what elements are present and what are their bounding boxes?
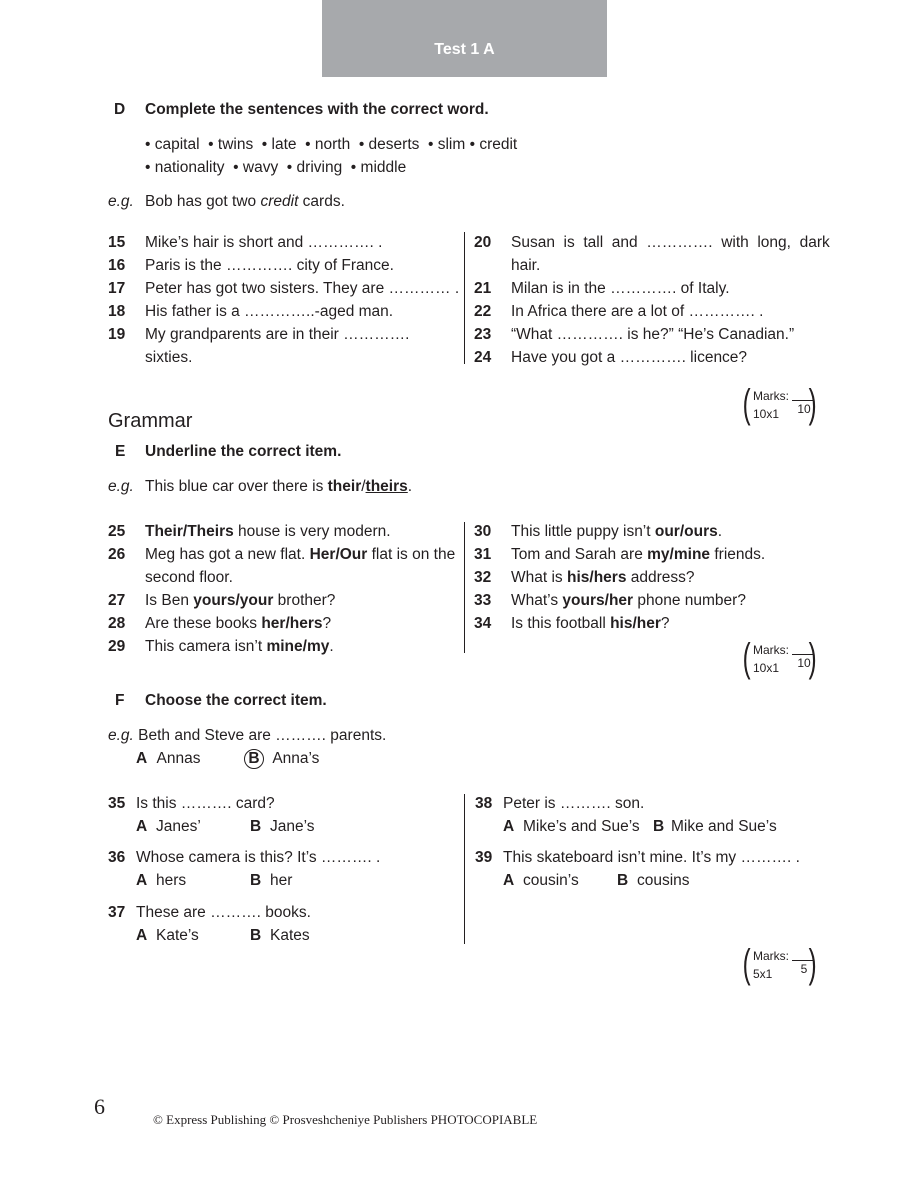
- item-number: 30: [474, 523, 492, 540]
- section-d-letter: D: [114, 101, 126, 118]
- item-text-continued: second floor.: [145, 569, 233, 586]
- example-option: their: [327, 478, 362, 495]
- option-2[interactable]: ours: [684, 523, 718, 540]
- circled-answer-icon: B: [244, 749, 264, 769]
- item-text: [145, 635, 334, 658]
- item-number: 31: [474, 546, 492, 563]
- option-a-letter: A: [136, 872, 148, 889]
- marks-label: Marks:: [753, 389, 789, 403]
- example-option-underlined: theirs: [365, 478, 408, 495]
- item-number: 27: [108, 592, 126, 609]
- example-word: credit: [260, 193, 299, 210]
- option-1[interactable]: mine: [266, 638, 303, 655]
- word-box-line-2: • nationality • wavy • driving • middle: [145, 159, 407, 176]
- test-title-box: [322, 0, 607, 77]
- item-text: [145, 589, 335, 612]
- option-1[interactable]: Their: [145, 523, 183, 540]
- item-number: 32: [474, 569, 492, 586]
- option-slash: /: [679, 523, 685, 540]
- option-a-text[interactable]: hers: [156, 872, 187, 889]
- example-option-b: [244, 747, 319, 770]
- section-e-instruction: Underline the correct item.: [145, 443, 342, 460]
- item-text: [511, 589, 746, 612]
- item-question: Is this ………. card?: [136, 795, 275, 812]
- option-a-text[interactable]: Kate’s: [156, 927, 199, 944]
- example-text: Bob has got two: [145, 193, 261, 210]
- section-f-instruction: Choose the correct item.: [145, 692, 327, 709]
- item-number: 20: [474, 234, 492, 251]
- option-1[interactable]: yours: [562, 592, 605, 609]
- option-2[interactable]: her: [608, 592, 634, 609]
- item-pre: Are these books: [145, 615, 262, 632]
- marks-box: [742, 636, 820, 682]
- open-paren-icon: (: [742, 942, 751, 986]
- item-text: His father is a …………..-aged man.: [145, 303, 394, 320]
- marks-box: [742, 382, 820, 428]
- example-label: e.g.: [108, 727, 134, 744]
- option-1[interactable]: yours: [193, 592, 236, 609]
- item-pre: This little puppy isn’t: [511, 523, 655, 540]
- option-b-letter: B: [617, 872, 629, 889]
- section-e-example: [145, 475, 412, 498]
- item-post: ?: [660, 615, 670, 632]
- item-post: house is very modern.: [233, 523, 391, 540]
- option-2[interactable]: hers: [593, 569, 627, 586]
- option-b-letter: B: [250, 818, 262, 835]
- item-number: 38: [475, 795, 493, 812]
- item-text-continued: hair.: [511, 257, 541, 274]
- example-text: This blue car over there is: [145, 478, 328, 495]
- close-paren-icon: ): [808, 636, 817, 680]
- option-b-text[interactable]: her: [270, 872, 293, 889]
- option-a-letter: A: [136, 818, 148, 835]
- option-b-text[interactable]: Mike and Sue’s: [671, 818, 777, 835]
- item-text: [511, 612, 670, 635]
- item-post: brother?: [273, 592, 336, 609]
- section-f-example: [108, 724, 386, 747]
- item-number: 15: [108, 234, 126, 251]
- item-text: [511, 566, 695, 589]
- item-post: .: [717, 523, 723, 540]
- example-text-end: cards.: [298, 193, 345, 210]
- item-question: Whose camera is this? It’s ………. .: [136, 849, 381, 866]
- page-number: 6: [94, 1094, 105, 1119]
- option-2[interactable]: Theirs: [187, 523, 234, 540]
- item-pre: This camera isn’t: [145, 638, 267, 655]
- word-box-line-1: • capital • twins • late • north • deserts • slim • credit: [145, 136, 518, 153]
- marks-total: 10: [797, 656, 811, 670]
- item-text: Susan is tall and …………. with long, dark: [511, 234, 830, 251]
- item-number: 28: [108, 615, 126, 632]
- option-a-text[interactable]: cousin’s: [523, 872, 579, 889]
- section-e-example-label: e.g.: [108, 478, 134, 495]
- section-f-letter: F: [115, 692, 125, 709]
- marks-box: [742, 942, 820, 988]
- item-question: Peter is ………. son.: [503, 795, 645, 812]
- option-b-letter: B: [250, 927, 262, 944]
- marks-multiplier: 5x1: [753, 967, 773, 981]
- option-slash: /: [604, 592, 609, 609]
- item-number: 34: [474, 615, 492, 632]
- option-slash: /: [285, 615, 290, 632]
- item-text: “What …………. is he?” “He’s Canadian.”: [511, 326, 795, 343]
- option-1[interactable]: Her: [309, 546, 336, 563]
- option-2[interactable]: mine: [673, 546, 711, 563]
- section-e-letter: E: [115, 443, 126, 460]
- option-a-letter: A: [136, 750, 148, 767]
- option-b-text[interactable]: Jane’s: [270, 818, 315, 835]
- example-text: Beth and Steve are ………. parents.: [138, 727, 387, 744]
- option-1[interactable]: his: [610, 615, 633, 632]
- item-text: [145, 520, 391, 543]
- item-number: 37: [108, 904, 126, 921]
- item-number: 22: [474, 303, 492, 320]
- item-pre: Is Ben: [145, 592, 194, 609]
- option-a-letter: A: [136, 927, 148, 944]
- item-post: flat is on the: [367, 546, 456, 563]
- option-slash: /: [335, 546, 340, 563]
- item-number: 18: [108, 303, 126, 320]
- item-number: 26: [108, 546, 126, 563]
- open-paren-icon: (: [742, 382, 751, 426]
- item-post: address?: [626, 569, 695, 586]
- grammar-heading: Grammar: [108, 410, 193, 432]
- option-b-text[interactable]: cousins: [637, 872, 690, 889]
- example-text-end: .: [407, 478, 413, 495]
- item-text: Milan is in the …………. of Italy.: [511, 280, 730, 297]
- item-post: ?: [322, 615, 332, 632]
- section-d-instruction: Complete the sentences with the correct word.: [145, 101, 489, 118]
- item-text: [145, 543, 455, 566]
- marks-label: Marks:: [753, 949, 789, 963]
- option-a-letter: A: [503, 872, 515, 889]
- item-text: Peter has got two sisters. They are ………… .: [145, 280, 460, 297]
- option-slash: /: [589, 569, 594, 586]
- option-b-text: Anna’s: [272, 750, 320, 767]
- option-slash: /: [235, 592, 240, 609]
- marks-label: Marks:: [753, 643, 789, 657]
- option-slash: /: [632, 615, 637, 632]
- item-number: 19: [108, 326, 126, 343]
- item-number: 39: [475, 849, 493, 866]
- close-paren-icon: ): [808, 942, 817, 986]
- open-paren-icon: (: [742, 636, 751, 680]
- marks-multiplier: 10x1: [753, 407, 780, 421]
- option-2[interactable]: my: [306, 638, 330, 655]
- option-slash: /: [182, 523, 188, 540]
- item-pre: What is: [511, 569, 567, 586]
- option-1[interactable]: his: [566, 569, 590, 586]
- option-a-text[interactable]: Mike’s and Sue’s: [523, 818, 640, 835]
- item-text-continued: sixties.: [145, 349, 193, 366]
- item-number: 21: [474, 280, 492, 297]
- column-divider: [464, 522, 465, 653]
- item-text: In Africa there are a lot of …………. .: [511, 303, 764, 320]
- option-2[interactable]: your: [239, 592, 274, 609]
- option-slash: /: [361, 478, 366, 495]
- item-number: 25: [108, 523, 126, 540]
- option-slash: /: [302, 638, 307, 655]
- option-2[interactable]: hers: [289, 615, 323, 632]
- item-number: 36: [108, 849, 126, 866]
- section-d-example: [145, 190, 345, 213]
- option-1[interactable]: our: [654, 523, 680, 540]
- option-a-text[interactable]: Janes’: [156, 818, 201, 835]
- item-number: 29: [108, 638, 126, 655]
- item-number: 17: [108, 280, 126, 297]
- test-title: Test 1 A: [434, 41, 495, 58]
- item-post: friends.: [710, 546, 766, 563]
- option-b-text[interactable]: Kates: [270, 927, 310, 944]
- close-paren-icon: ): [808, 382, 817, 426]
- item-pre: Tom and Sarah are: [511, 546, 648, 563]
- item-text: My grandparents are in their ………….: [145, 326, 410, 343]
- option-slash: /: [669, 546, 674, 563]
- copyright-footer: © Express Publishing © Prosveshcheniye Publishers PHOTOCOPIABLE: [153, 1112, 538, 1127]
- item-post: phone number?: [633, 592, 746, 609]
- column-divider: [464, 794, 465, 944]
- marks-total: 5: [800, 962, 808, 976]
- section-d-example-label: e.g.: [108, 193, 134, 210]
- option-2[interactable]: her: [636, 615, 661, 632]
- item-number: 23: [474, 326, 492, 343]
- item-question: These are ………. books.: [136, 904, 311, 921]
- option-b-letter: B: [653, 818, 665, 835]
- item-pre: Meg has got a new flat.: [145, 546, 310, 563]
- marks-multiplier: 10x1: [753, 661, 780, 675]
- item-number: 24: [474, 349, 492, 366]
- item-text: Have you got a …………. licence?: [511, 349, 748, 366]
- option-1[interactable]: her: [261, 615, 286, 632]
- option-2[interactable]: Our: [339, 546, 368, 563]
- item-number: 16: [108, 257, 126, 274]
- item-text: Paris is the …………. city of France.: [145, 257, 394, 274]
- item-number: 33: [474, 592, 492, 609]
- item-pre: Is this football: [511, 615, 611, 632]
- option-b-letter: B: [250, 872, 262, 889]
- item-text: Mike’s hair is short and …………. .: [145, 234, 383, 251]
- item-number: 35: [108, 795, 126, 812]
- option-a-letter: A: [503, 818, 515, 835]
- item-question: This skateboard isn’t mine. It’s my ………. .: [503, 849, 800, 866]
- marks-total: 10: [797, 402, 811, 416]
- option-1[interactable]: my: [647, 546, 670, 563]
- item-pre: What’s: [511, 592, 563, 609]
- column-divider: [464, 232, 465, 364]
- example-options: [136, 747, 200, 770]
- item-post: .: [329, 638, 334, 655]
- item-text: [145, 612, 331, 635]
- item-text: [511, 543, 765, 566]
- item-text: [511, 520, 722, 543]
- option-a-text: Annas: [156, 750, 201, 767]
